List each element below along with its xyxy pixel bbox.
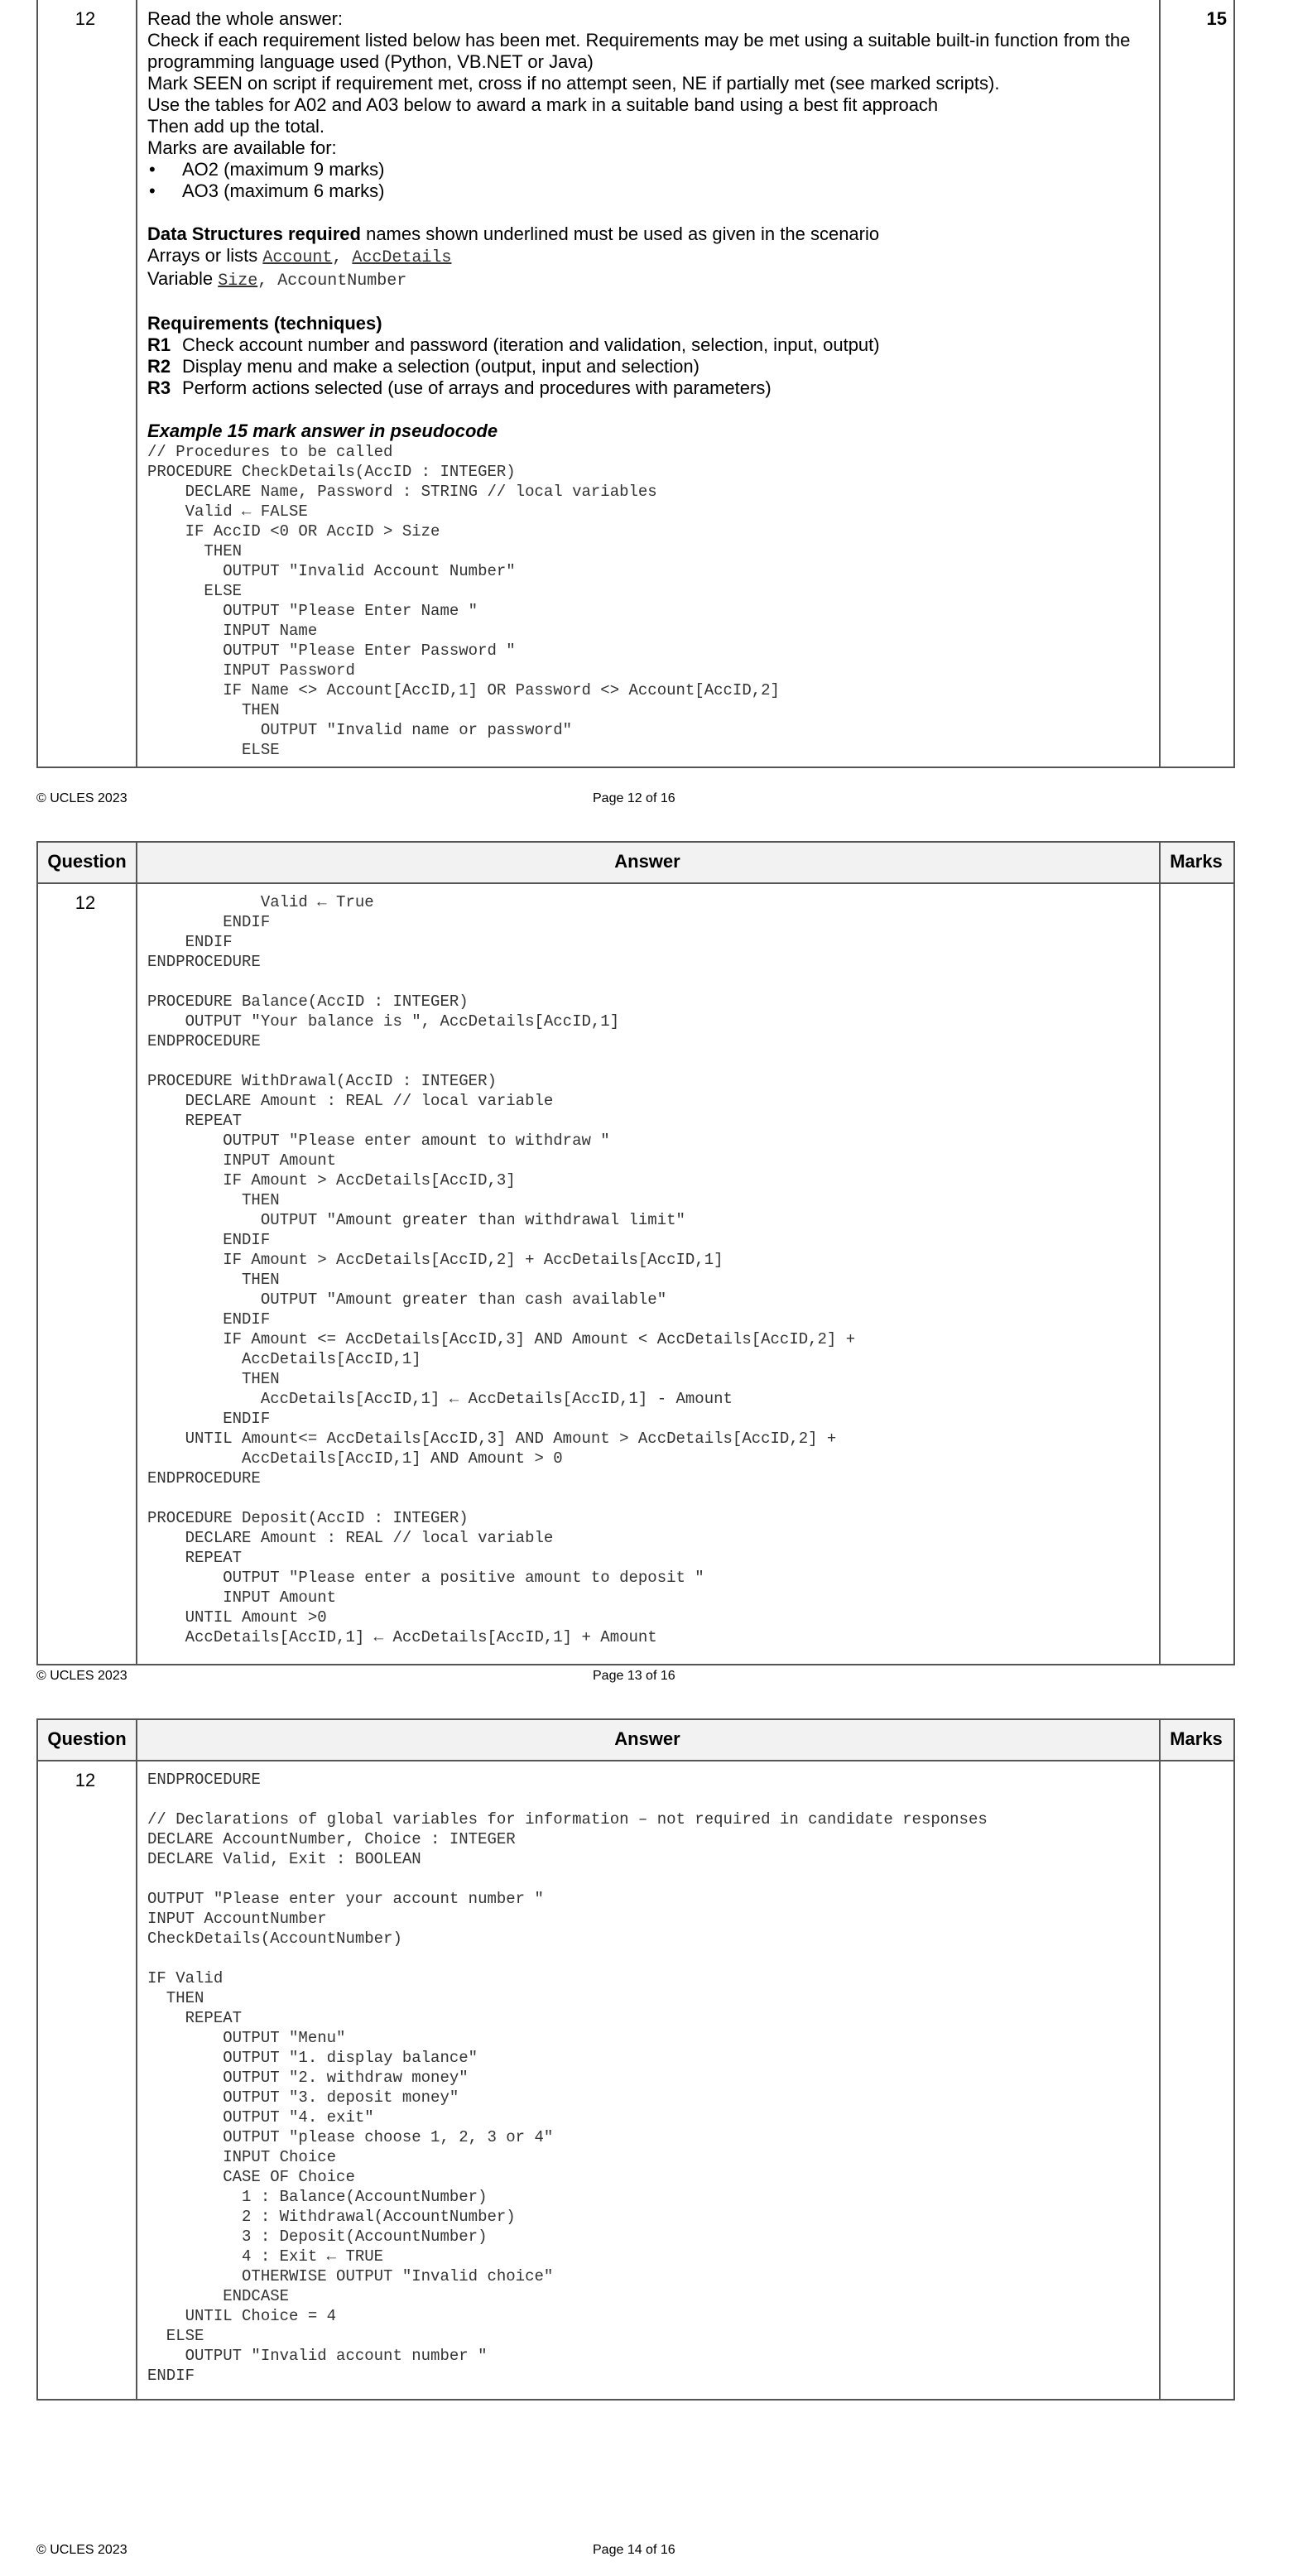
size-variable: Size — [218, 272, 258, 291]
table-header — [38, 843, 1233, 884]
code-line: THEN — [147, 1271, 280, 1289]
variable-line — [147, 268, 1149, 291]
arrays-line — [147, 245, 1149, 268]
code-line: OUTPUT "Amount greater than withdrawal limit" — [147, 1211, 685, 1229]
code-line: // Declarations of global variables for information – not required in candidate responses — [147, 1810, 988, 1829]
code-line: THEN — [147, 542, 243, 560]
code-line: OUTPUT "please choose 1, 2, 3 or 4" — [147, 2128, 554, 2146]
requirement-label: R1 — [147, 334, 171, 355]
code-line: ENDIF — [147, 933, 233, 951]
page-number: Page 13 of 16 — [593, 1669, 675, 1683]
code-line: ENDPROCEDURE — [147, 953, 261, 971]
separator: , — [332, 248, 353, 267]
code-line: INPUT Amount — [147, 1151, 337, 1170]
column-divider — [1159, 0, 1161, 767]
requirement-item — [147, 356, 1149, 377]
code-line: INPUT Choice — [147, 2148, 337, 2166]
instruction-line: Marks are available for: — [147, 137, 337, 158]
column-divider — [136, 1720, 137, 2399]
pseudocode-block — [147, 442, 1149, 760]
code-line: DECLARE AccountNumber, Choice : INTEGER — [147, 1830, 516, 1848]
code-line: CASE OF Choice — [147, 2168, 355, 2186]
copyright: © UCLES 2023 — [36, 1669, 127, 1683]
total-marks: 15 — [1206, 8, 1227, 29]
code-line: 4 : Exit ← TRUE — [147, 2247, 384, 2266]
code-line: OUTPUT "Invalid name or password" — [147, 721, 573, 739]
code-line: AccDetails[AccID,1] ← AccDetails[AccID,1] + Amount — [147, 1628, 657, 1646]
page-number: Page 12 of 16 — [593, 791, 675, 805]
question-number: 12 — [75, 8, 96, 29]
code-line — [147, 1051, 855, 1071]
requirement-item — [147, 377, 1149, 399]
code-line: PROCEDURE Deposit(AccID : INTEGER) — [147, 1509, 469, 1527]
code-line: OUTPUT "4. exit" — [147, 2108, 374, 2127]
code-line: REPEAT — [147, 1549, 243, 1567]
header-question: Question — [47, 1728, 127, 1749]
code-line: Valid ← FALSE — [147, 502, 308, 521]
instruction-line: Use the tables for A02 and A03 below to award a mark in a suitable band using a best fit approach — [147, 94, 939, 115]
answer-table-page-14 — [36, 1718, 1235, 2401]
code-line: ENDIF — [147, 913, 271, 931]
question-number: 12 — [75, 892, 96, 913]
marks-bullets — [147, 159, 1149, 202]
data-structures-note: names shown underlined must be used as given in the scenario — [360, 223, 880, 244]
code-line: THEN — [147, 1370, 280, 1388]
answer-table-page-13 — [36, 841, 1235, 1665]
requirements-title: Requirements (techniques) — [147, 313, 382, 334]
code-line: IF Name <> Account[AccID,1] OR Password <> Account[AccID,2] — [147, 681, 780, 699]
requirement-item — [147, 334, 1149, 356]
copyright: © UCLES 2023 — [36, 2543, 127, 2557]
code-line: OUTPUT "Invalid Account Number" — [147, 562, 516, 580]
code-line: AccDetails[AccID,1] ← AccDetails[AccID,1] - Amount — [147, 1390, 733, 1408]
list-item: • AO2 (maximum 9 marks) — [147, 159, 1149, 180]
copyright: © UCLES 2023 — [36, 791, 127, 805]
code-line: UNTIL Amount >0 — [147, 1608, 327, 1627]
page-number: Page 14 of 16 — [593, 2543, 675, 2557]
code-line: UNTIL Amount<= AccDetails[AccID,3] AND Amount > AccDetails[AccID,2] + — [147, 1430, 837, 1448]
list-item: • AO3 (maximum 6 marks) — [147, 180, 1149, 202]
code-line: ENDIF — [147, 2367, 195, 2385]
code-line: OUTPUT "Amount greater than cash available" — [147, 1290, 667, 1309]
code-line: OUTPUT "Please enter your account number " — [147, 1890, 544, 1908]
code-line: OUTPUT "Your balance is ", AccDetails[AccID,1] — [147, 1012, 620, 1031]
requirement-text: Perform actions selected (use of arrays and procedures with parameters) — [182, 377, 772, 398]
code-line: OUTPUT "Please enter amount to withdraw " — [147, 1132, 610, 1150]
code-line: DECLARE Amount : REAL // local variable — [147, 1529, 554, 1547]
code-line: IF Amount <= AccDetails[AccID,3] AND Amount < AccDetails[AccID,2] + — [147, 1330, 856, 1348]
code-line: ELSE — [147, 2327, 204, 2345]
accdetails-array: AccDetails — [352, 248, 452, 267]
code-line: ENDIF — [147, 1310, 271, 1329]
code-line: AccDetails[AccID,1] — [147, 1350, 421, 1368]
requirement-label: R2 — [147, 356, 171, 377]
question-number: 12 — [75, 1770, 96, 1790]
code-line: OUTPUT "Please enter a positive amount to deposit " — [147, 1569, 704, 1587]
code-line: OUTPUT "Menu" — [147, 2029, 346, 2047]
code-line: ELSE — [147, 741, 280, 759]
code-line: ENDCASE — [147, 2287, 290, 2305]
code-line: THEN — [147, 1989, 204, 2007]
instruction-line: Check if each requirement listed below has been met. Requirements may be met using a suitable built-in function from the programming language used (Python, VB.NET or Java) — [147, 30, 1131, 72]
code-line: 1 : Balance(AccountNumber) — [147, 2188, 488, 2206]
requirement-text: Display menu and make a selection (output, input and selection) — [182, 356, 699, 377]
code-line: CheckDetails(AccountNumber) — [147, 1930, 402, 1948]
example-title: Example 15 mark answer in pseudocode — [147, 421, 498, 441]
code-line: ENDPROCEDURE — [147, 1032, 261, 1050]
code-line — [147, 1790, 988, 1809]
code-line: Valid ← True — [147, 893, 374, 911]
code-line — [147, 1488, 855, 1508]
column-divider — [136, 0, 137, 767]
code-line: INPUT AccountNumber — [147, 1910, 327, 1928]
instruction-line: Read the whole answer: — [147, 8, 344, 29]
requirement-label: R3 — [147, 377, 171, 398]
code-line: AccDetails[AccID,1] AND Amount > 0 — [147, 1449, 563, 1468]
code-line: ENDIF — [147, 1231, 271, 1249]
header-answer: Answer — [614, 851, 680, 872]
column-divider — [136, 843, 137, 1664]
code-line: OUTPUT "Please Enter Password " — [147, 642, 516, 660]
code-line: ENDIF — [147, 1410, 271, 1428]
answer-table-page-12 — [36, 0, 1235, 768]
header-marks: Marks — [1170, 851, 1223, 872]
marking-instructions — [147, 8, 1149, 760]
code-line: DECLARE Name, Password : STRING // local variables — [147, 483, 657, 501]
code-line: IF Valid — [147, 1969, 224, 1987]
code-line: IF Amount > AccDetails[AccID,2] + AccDetails[AccID,1] — [147, 1251, 724, 1269]
requirement-text: Check account number and password (iteration and validation, selection, input, output) — [182, 334, 880, 355]
code-line: PROCEDURE CheckDetails(AccID : INTEGER) — [147, 463, 516, 481]
code-line: INPUT Amount — [147, 1588, 337, 1607]
code-line: THEN — [147, 701, 280, 719]
arrays-label: Arrays or lists — [147, 245, 263, 266]
account-array: Account — [262, 248, 333, 267]
code-line: PROCEDURE WithDrawal(AccID : INTEGER) — [147, 1072, 497, 1090]
code-line: IF AccID <0 OR AccID > Size — [147, 522, 440, 541]
header-answer: Answer — [614, 1728, 680, 1749]
code-line: INPUT Name — [147, 622, 318, 640]
code-line: DECLARE Valid, Exit : BOOLEAN — [147, 1850, 421, 1868]
code-line: OUTPUT "Please Enter Name " — [147, 602, 478, 620]
header-marks: Marks — [1170, 1728, 1223, 1749]
code-line: ENDPROCEDURE — [147, 1469, 261, 1487]
instruction-line: Then add up the total. — [147, 116, 325, 137]
data-structures-heading — [147, 223, 1149, 245]
code-line — [147, 972, 855, 992]
requirements-list — [147, 334, 1149, 399]
code-line — [147, 1869, 988, 1889]
code-line: PROCEDURE Balance(AccID : INTEGER) — [147, 992, 469, 1011]
code-line: OUTPUT "3. deposit money" — [147, 2088, 459, 2107]
code-line: OUTPUT "1. display balance" — [147, 2049, 478, 2067]
instruction-line: Mark SEEN on script if requirement met, cross if no attempt seen, NE if partially met (see marked scripts). — [147, 73, 1000, 94]
header-question: Question — [47, 851, 127, 872]
code-line: THEN — [147, 1191, 280, 1209]
column-divider — [1159, 1720, 1161, 2399]
code-line: 2 : Withdrawal(AccountNumber) — [147, 2208, 516, 2226]
pseudocode-block — [147, 892, 855, 1647]
code-line: DECLARE Amount : REAL // local variable — [147, 1092, 554, 1110]
code-line: // Procedures to be called — [147, 443, 393, 461]
code-line: INPUT Password — [147, 661, 355, 680]
accountnumber-variable: , AccountNumber — [257, 272, 407, 291]
code-line: REPEAT — [147, 1112, 243, 1130]
code-line: IF Amount > AccDetails[AccID,3] — [147, 1171, 516, 1189]
code-line: UNTIL Choice = 4 — [147, 2307, 337, 2325]
code-line — [147, 1949, 988, 1968]
intro-text — [147, 8, 1149, 159]
column-divider — [1159, 843, 1161, 1664]
code-line: ELSE — [147, 582, 243, 600]
code-line: OTHERWISE OUTPUT "Invalid choice" — [147, 2267, 554, 2285]
code-line: ENDPROCEDURE — [147, 1771, 261, 1789]
table-header — [38, 1720, 1233, 1761]
variable-label: Variable — [147, 268, 219, 289]
data-structures-title: Data Structures required — [147, 223, 361, 244]
code-line: OUTPUT "2. withdraw money" — [147, 2069, 469, 2087]
code-line: 3 : Deposit(AccountNumber) — [147, 2228, 488, 2246]
pseudocode-block — [147, 1770, 988, 2386]
code-line: REPEAT — [147, 2009, 243, 2027]
code-line: OUTPUT "Invalid account number " — [147, 2347, 488, 2365]
